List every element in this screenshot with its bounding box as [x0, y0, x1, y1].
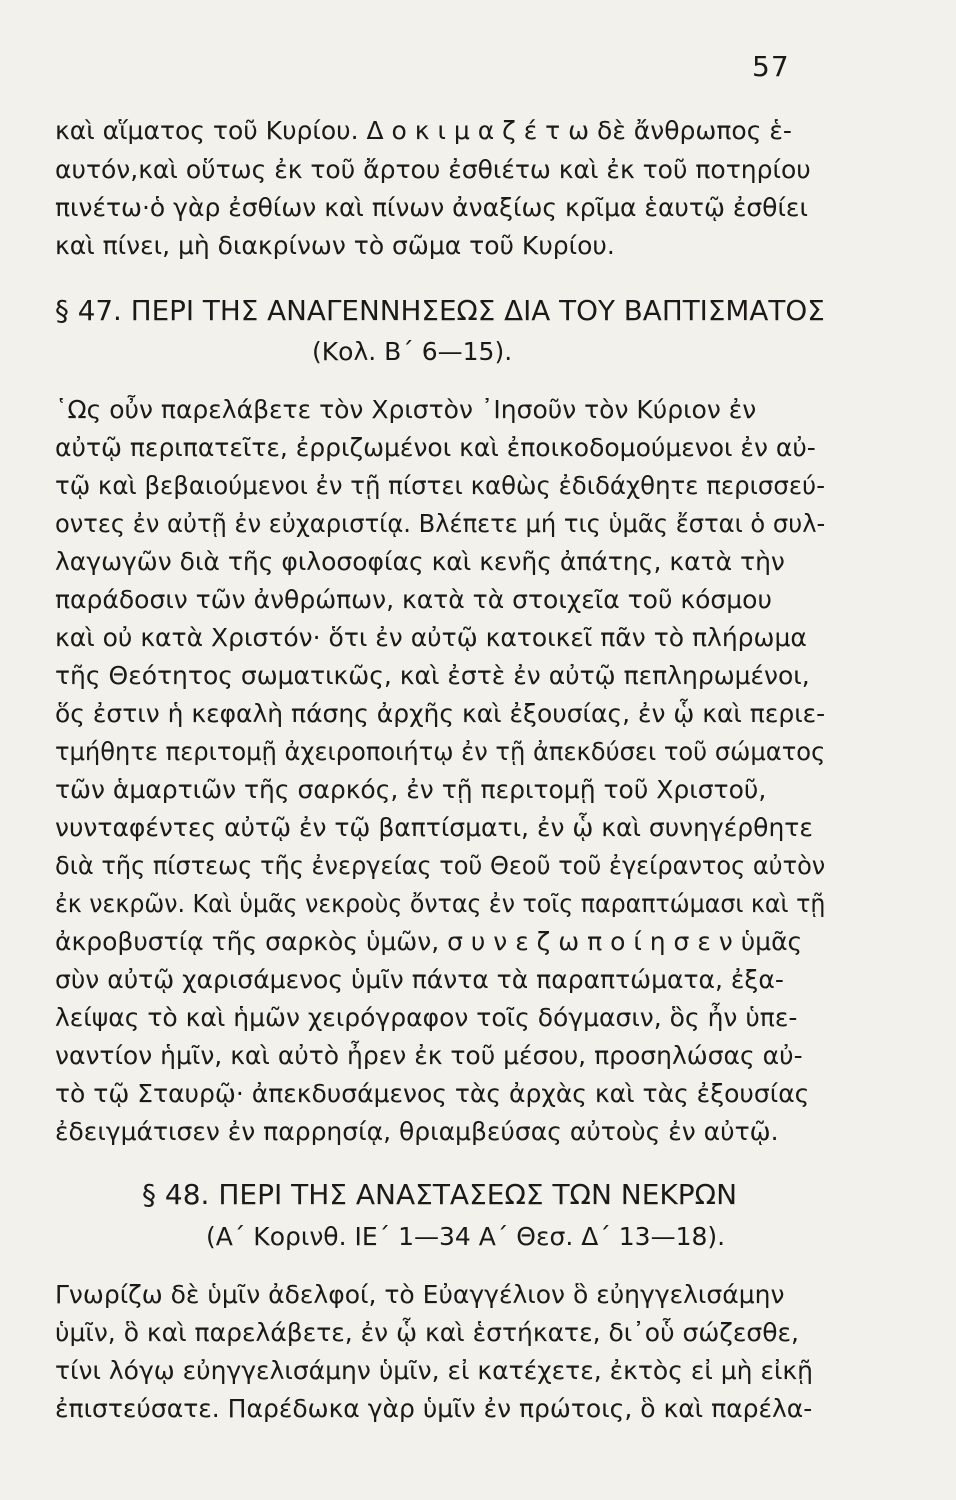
text-line: πινέτω·ὁ γὰρ ἐσθίων καὶ πίνων ἀναξίως κρῖμα ἑαυτῷ ἐσθίει — [55, 193, 808, 222]
section-heading-48: § 48. ΠΕΡΙ ΤΗΣ ΑΝΑΣΤΑΣΕΩΣ ΤΩΝ ΝΕΚΡΩΝ — [142, 1178, 738, 1211]
text-line: αυτόν,καὶ οὕτως ἐκ τοῦ ἄρτου ἐσθιέτω καὶ ἐκ τοῦ ποτηρίου — [55, 155, 811, 184]
section-heading-47: § 47. ΠΕΡΙ ΤΗΣ ΑΝΑΓΕΝΝΗΣΕΩΣ ΔΙΑ ΤΟΥ ΒΑΠΤΙΣΜΑΤΟΣ — [55, 294, 825, 327]
text-line: Γνωρίζω δὲ ὑμῖν ἀδελφοί, τὸ Εὐαγγέλιον ὃ εὐηγγελισάμην — [55, 1280, 785, 1309]
text-line: λείψας τὸ καὶ ἡμῶν χειρόγραφον τοῖς δόγμασιν, ὃς ἦν ὑπε- — [55, 1003, 798, 1032]
text-line: τῆς Θεότητος σωματικῶς, καὶ ἐστὲ ἐν αὐτῷ πεπληρωμένοι, — [55, 661, 810, 690]
text-line: ὑμῖν, ὃ καὶ παρελάβετε, ἐν ᾧ καὶ ἑστήκατε, δι᾿οὗ σώζεσθε, — [55, 1318, 799, 1347]
text-line: διὰ τῆς πίστεως τῆς ἐνεργείας τοῦ Θεοῦ τοῦ ἐγείραντος αὐτὸν — [55, 851, 826, 880]
page-number: 57 — [752, 50, 790, 83]
text-line: καὶ αἵματος τοῦ Κυρίου. Δ ο κ ι μ α ζ έ τ ω δὲ ἄνθρωπος ἑ- — [55, 116, 792, 145]
text-line: καὶ πίνει, μὴ διακρίνων τὸ σῶμα τοῦ Κυρίου. — [55, 231, 615, 260]
text-line: οντες ἐν αὐτῇ ἐν εὐχαριστίᾳ. Βλέπετε μή τις ὑμᾶς ἔσται ὁ συλ- — [55, 509, 826, 538]
text-line: νυνταφέντες αὐτῷ ἐν τῷ βαπτίσματι, ἐν ᾧ καὶ συνηγέρθητε — [55, 813, 813, 842]
text-line: ἐκ νεκρῶν. Καὶ ὑμᾶς νεκροὺς ὄντας ἐν τοῖς παραπτώμασι καὶ τῇ — [55, 889, 826, 918]
text-line: ὅς ἐστιν ἡ κεφαλὴ πάσης ἀρχῆς καὶ ἐξουσίας, ἐν ᾧ καὶ περιε- — [55, 699, 826, 728]
section-reference-48: (Α΄ Κορινθ. ΙΕ΄ 1—34 Α΄ Θεσ. Δ΄ 13—18). — [206, 1222, 726, 1251]
text-line: αὐτῷ περιπατεῖτε, ἐρριζωμένοι καὶ ἐποικοδομούμενοι ἐν αὐ- — [55, 433, 816, 462]
text-line: ἐπιστεύσατε. Παρέδωκα γὰρ ὑμῖν ἐν πρώτοις, ὃ καὶ παρέλα- — [55, 1394, 813, 1423]
text-line: τὸ τῷ Σταυρῷ· ἀπεκδυσάμενος τὰς ἀρχὰς καὶ τὰς ἐξουσίας — [55, 1079, 810, 1108]
text-line: ἀκροβυστίᾳ τῆς σαρκὸς ὑμῶν, σ υ ν ε ζ ω π ο ί η σ ε ν ὑμᾶς — [55, 927, 803, 956]
text-line: τῶν ἁμαρτιῶν τῆς σαρκός, ἐν τῇ περιτομῇ τοῦ Χριστοῦ, — [55, 775, 767, 804]
text-line: ἐδειγμάτισεν ἐν παρρησίᾳ, θριαμβεύσας αὐτοὺς ἐν αὐτῷ. — [55, 1117, 779, 1146]
text-line: καὶ οὐ κατὰ Χριστόν· ὅτι ἐν αὐτῷ κατοικεῖ πᾶν τὸ πλήρωμα — [55, 623, 807, 652]
text-line: ναντίον ἡμῖν, καὶ αὐτὸ ἦρεν ἐκ τοῦ μέσου, προσηλώσας αὐ- — [55, 1041, 803, 1070]
text-line: τίνι λόγῳ εὐηγγελισάμην ὑμῖν, εἰ κατέχετε, ἐκτὸς εἰ μὴ εἰκῇ — [55, 1356, 813, 1385]
text-line: λαγωγῶν διὰ τῆς φιλοσοφίας καὶ κενῆς ἀπάτης, κατὰ τὴν — [55, 547, 785, 576]
section-reference-47: (Κολ. Β΄ 6—15). — [312, 337, 513, 366]
text-line: τμήθητε περιτομῇ ἀχειροποιήτῳ ἐν τῇ ἀπεκδύσει τοῦ σώματος — [55, 737, 826, 766]
text-line: παράδοσιν τῶν ἀνθρώπων, κατὰ τὰ στοιχεῖα τοῦ κόσμου — [55, 585, 772, 614]
text-line: σὺν αὐτῷ χαρισάμενος ὑμῖν πάντα τὰ παραπτώματα, ἐξα- — [55, 965, 784, 994]
text-line: ῾Ως οὖν παρελάβετε τὸν Χριστὸν ᾿Ιησοῦν τὸν Κύριον ἐν — [55, 395, 757, 424]
text-line: τῷ καὶ βεβαιούμενοι ἐν τῇ πίστει καθὼς ἐδιδάχθητε περισσεύ- — [55, 471, 826, 500]
